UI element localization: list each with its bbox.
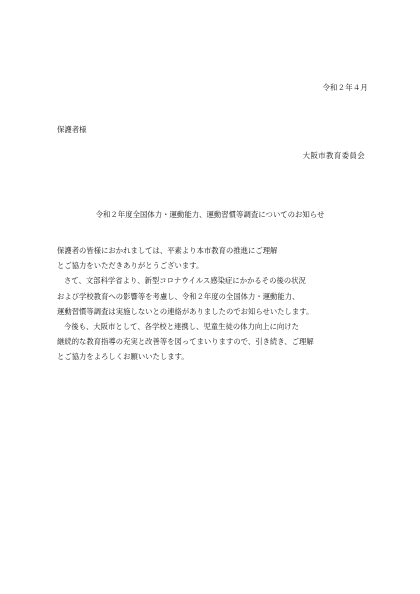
body-line: および学校教育への影響等を考慮し、令和２年度の全国体力・運動能力、 [57, 291, 300, 301]
body-line: 今後も、大阪市として、各学校と連携し、児童生徒の体力向上に向けた [64, 322, 299, 332]
body-line: 運動習慣等調査は実施しないとの連絡がありましたのでお知らせいたします。 [57, 306, 314, 316]
notice-title: 令和２年度全国体力・運動能力、運動習慣等調査についてのお知らせ [95, 210, 325, 219]
issue-date: 令和２年４月 [322, 83, 368, 92]
body-line: 継続的な教育指導の充実と改善等を図ってまいりますので、引き続き、ご理解 [57, 337, 314, 347]
sender: 大阪市教育委員会 [302, 151, 365, 160]
paragraph-2 [57, 273, 367, 319]
notice-body [57, 243, 367, 365]
paragraph-3 [57, 319, 367, 365]
body-line: さて、文部科学省より、新型コロナウイルス感染症にかかるその後の状況 [64, 276, 306, 286]
body-line: とご協力をいただきありがとうございます。 [57, 261, 204, 271]
recipient: 保護者様 [57, 125, 87, 134]
body-line: 保護者の皆様におかれましては、平素より本市教育の推進にご理解 [57, 246, 278, 255]
paragraph-1 [57, 243, 367, 273]
body-line: とご協力をよろしくお願いいたします。 [57, 352, 189, 362]
